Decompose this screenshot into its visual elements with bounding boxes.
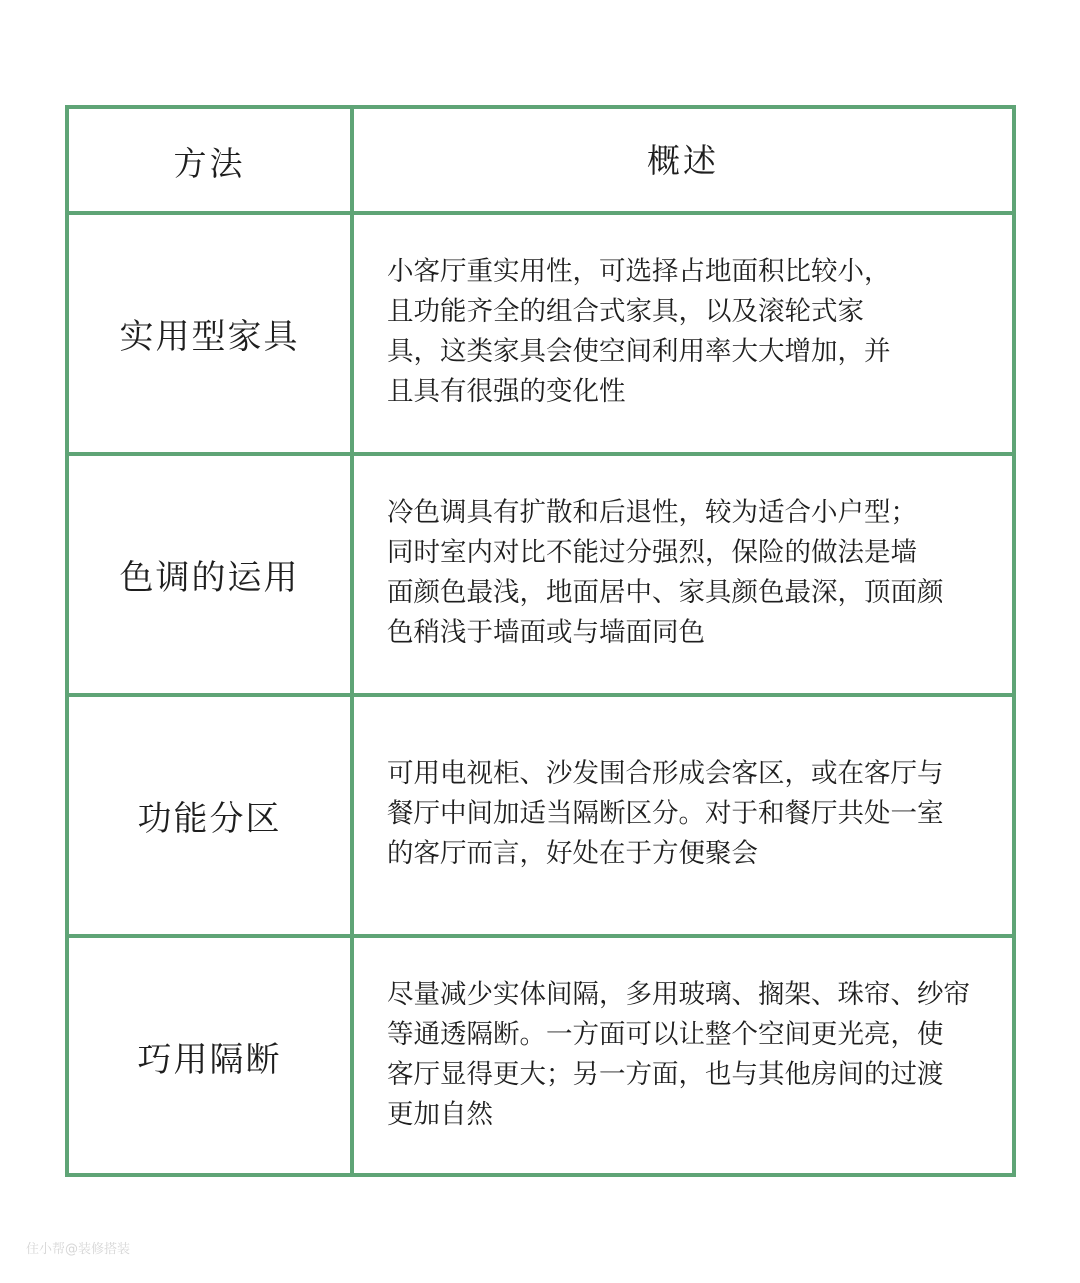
description-line: 尽量减少实体间隔，多用玻璃、搁架、珠帘、纱帘	[387, 978, 970, 1010]
description-line: 可用电视柜、沙发围合形成会客区，或在客厅与	[387, 757, 944, 789]
description-line: 更加自然	[387, 1098, 493, 1130]
table-row	[69, 213, 1012, 454]
description-line: 等通透隔断。一方面可以让整个空间更光亮，使	[387, 1018, 944, 1050]
column-divider	[350, 109, 354, 1173]
description-line: 同时室内对比不能过分强烈，保险的做法是墙	[387, 536, 917, 568]
description-line: 具，这类家具会使空间利用率大大增加，并	[387, 335, 891, 367]
description-line: 色稍浅于墙面或与墙面同色	[387, 616, 705, 648]
description-line: 小客厅重实用性，可选择占地面积比较小，	[387, 255, 891, 287]
description-line: 且功能齐全的组合式家具，以及滚轮式家	[387, 295, 864, 327]
table-row	[69, 936, 1012, 1177]
description-cell	[354, 213, 1012, 454]
method-cell: 实用型家具	[119, 317, 300, 357]
description-line: 且具有很强的变化性	[387, 375, 626, 407]
description-cell	[354, 454, 1012, 695]
method-cell: 巧用隔断	[137, 1040, 282, 1080]
methods-table	[65, 105, 1016, 1177]
table-row	[69, 695, 1012, 936]
header-method-cell: 方法	[173, 143, 246, 183]
method-cell: 色调的运用	[119, 558, 300, 598]
row-divider	[69, 452, 1012, 456]
description-line: 面颜色最浅，地面居中、家具颜色最深，顶面颜	[387, 576, 944, 608]
table-header-row	[69, 109, 1012, 213]
watermark: 住小帮@装修搭装	[26, 1242, 131, 1257]
row-divider	[69, 693, 1012, 697]
header-description-cell: 概述	[647, 141, 719, 180]
row-divider	[69, 211, 1012, 215]
description-line: 餐厅中间加适当隔断区分。对于和餐厅共处一室	[387, 797, 944, 829]
description-line: 冷色调具有扩散和后退性，较为适合小户型；	[387, 496, 917, 528]
description-cell	[354, 936, 1012, 1177]
description-line: 的客厅而言，好处在于方便聚会	[387, 837, 758, 869]
method-cell: 功能分区	[137, 799, 282, 839]
description-line: 客厅显得更大；另一方面，也与其他房间的过渡	[387, 1058, 944, 1090]
row-divider	[69, 934, 1012, 938]
table-row	[69, 454, 1012, 695]
description-cell	[354, 695, 1012, 936]
